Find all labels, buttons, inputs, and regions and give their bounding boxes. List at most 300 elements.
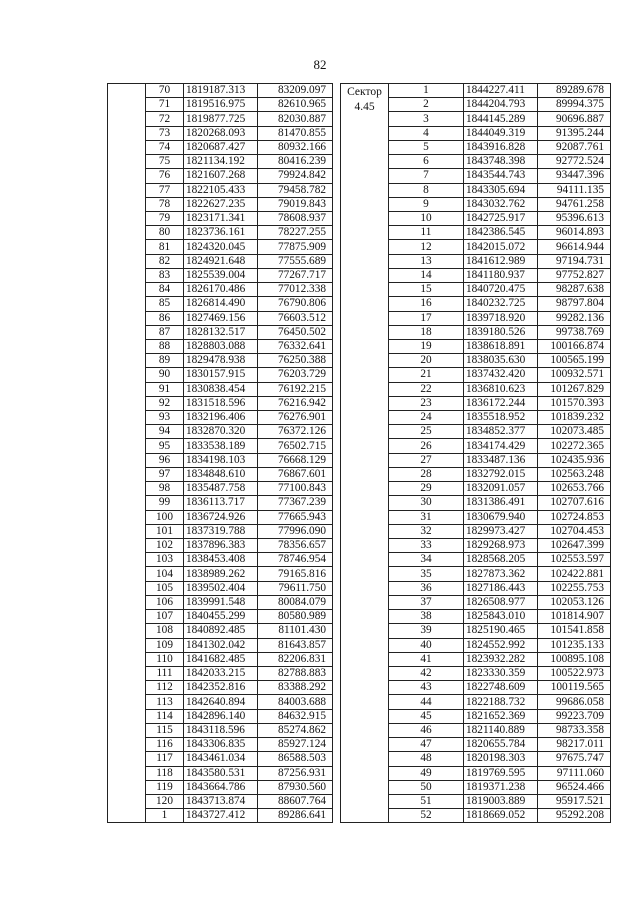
x-coordinate-cell: 1843118.596 [184,723,258,737]
x-coordinate-cell: 1832792.015 [464,467,538,481]
x-coordinate-cell: 1831386.491 [464,496,538,510]
y-coordinate-cell: 77012.338 [258,283,333,297]
point-number-cell: 41 [389,652,464,666]
x-coordinate-cell: 1821652.369 [464,709,538,723]
x-coordinate-cell: 1827469.156 [184,311,258,325]
x-coordinate-cell: 1844049.319 [464,126,538,140]
point-number-cell: 31 [389,510,464,524]
point-number-cell: 34 [389,553,464,567]
y-coordinate-cell: 101839.232 [538,411,611,425]
point-number-cell: 115 [146,723,184,737]
x-coordinate-cell: 1838618.891 [464,339,538,353]
y-coordinate-cell: 88607.764 [258,794,333,808]
y-coordinate-cell: 101267.829 [538,382,611,396]
x-coordinate-cell: 1822105.433 [184,183,258,197]
x-coordinate-cell: 1834174.429 [464,439,538,453]
y-coordinate-cell: 102272.365 [538,439,611,453]
x-coordinate-cell: 1840455.299 [184,610,258,624]
x-coordinate-cell: 1830679.940 [464,510,538,524]
point-number-cell: 9 [389,197,464,211]
y-coordinate-cell: 84003.688 [258,695,333,709]
x-coordinate-cell: 1844204.793 [464,98,538,112]
x-coordinate-cell: 1843032.762 [464,197,538,211]
sector-label: Сектор 4.45 [341,84,389,823]
y-coordinate-cell: 98217.011 [538,738,611,752]
point-number-cell: 1 [389,84,464,98]
y-coordinate-cell: 92772.524 [538,155,611,169]
point-number-cell: 39 [389,624,464,638]
y-coordinate-cell: 82206.831 [258,652,333,666]
x-coordinate-cell: 1837432.420 [464,368,538,382]
point-number-cell: 47 [389,738,464,752]
x-coordinate-cell: 1844227.411 [464,84,538,98]
point-number-cell: 76 [146,169,184,183]
y-coordinate-cell: 78227.255 [258,226,333,240]
x-coordinate-cell: 1822188.732 [464,695,538,709]
table-row [341,84,611,98]
point-number-cell: 95 [146,439,184,453]
y-coordinate-cell: 102724.853 [538,510,611,524]
y-coordinate-cell: 102435.936 [538,453,611,467]
point-number-cell: 117 [146,752,184,766]
y-coordinate-cell: 100895.108 [538,652,611,666]
y-coordinate-cell: 82030.887 [258,112,333,126]
x-coordinate-cell: 1822627.235 [184,197,258,211]
point-number-cell: 49 [389,766,464,780]
y-coordinate-cell: 97111.060 [538,766,611,780]
y-coordinate-cell: 99223.709 [538,709,611,723]
point-number-cell: 88 [146,339,184,353]
y-coordinate-cell: 77267.717 [258,268,333,282]
x-coordinate-cell: 1823932.282 [464,652,538,666]
x-coordinate-cell: 1843916.828 [464,140,538,154]
y-coordinate-cell: 102255.753 [538,581,611,595]
x-coordinate-cell: 1843306.835 [184,738,258,752]
point-number-cell: 7 [389,169,464,183]
point-number-cell: 73 [146,126,184,140]
y-coordinate-cell: 77555.689 [258,254,333,268]
y-coordinate-cell: 100522.973 [538,666,611,680]
y-coordinate-cell: 86588.503 [258,752,333,766]
y-coordinate-cell: 87930.560 [258,780,333,794]
point-number-cell: 89 [146,354,184,368]
x-coordinate-cell: 1825190.465 [464,624,538,638]
y-coordinate-cell: 102704.453 [538,524,611,538]
x-coordinate-cell: 1842896.140 [184,709,258,723]
y-coordinate-cell: 99282.136 [538,311,611,325]
point-number-cell: 120 [146,794,184,808]
point-number-cell: 36 [389,581,464,595]
y-coordinate-cell: 98733.358 [538,723,611,737]
x-coordinate-cell: 1832196.406 [184,411,258,425]
y-coordinate-cell: 76203.729 [258,368,333,382]
point-number-cell: 116 [146,738,184,752]
y-coordinate-cell: 76372.126 [258,425,333,439]
point-number-cell: 70 [146,84,184,98]
x-coordinate-cell: 1826170.486 [184,283,258,297]
y-coordinate-cell: 99686.058 [538,695,611,709]
point-number-cell: 16 [389,297,464,311]
point-number-cell: 97 [146,467,184,481]
y-coordinate-cell: 77367.239 [258,496,333,510]
x-coordinate-cell: 1841180.937 [464,268,538,282]
point-number-cell: 51 [389,794,464,808]
point-number-cell: 11 [389,226,464,240]
x-coordinate-cell: 1821140.889 [464,723,538,737]
point-number-cell: 42 [389,666,464,680]
point-number-cell: 91 [146,382,184,396]
point-number-cell: 2 [389,98,464,112]
point-number-cell: 32 [389,524,464,538]
sector-label [108,84,146,823]
y-coordinate-cell: 79458.782 [258,183,333,197]
x-coordinate-cell: 1839991.548 [184,595,258,609]
y-coordinate-cell: 97675.747 [538,752,611,766]
y-coordinate-cell: 94111.135 [538,183,611,197]
y-coordinate-cell: 101235.133 [538,638,611,652]
x-coordinate-cell: 1828132.517 [184,325,258,339]
point-number-cell: 38 [389,610,464,624]
point-number-cell: 17 [389,311,464,325]
y-coordinate-cell: 76276.901 [258,411,333,425]
x-coordinate-cell: 1832870.320 [184,425,258,439]
point-number-cell: 100 [146,510,184,524]
x-coordinate-cell: 1843664.786 [184,780,258,794]
y-coordinate-cell: 102073.485 [538,425,611,439]
y-coordinate-cell: 83209.097 [258,84,333,98]
point-number-cell: 37 [389,595,464,609]
point-number-cell: 25 [389,425,464,439]
point-number-cell: 85 [146,297,184,311]
x-coordinate-cell: 1822748.609 [464,681,538,695]
y-coordinate-cell: 76250.388 [258,354,333,368]
point-number-cell: 93 [146,411,184,425]
point-number-cell: 20 [389,354,464,368]
y-coordinate-cell: 82788.883 [258,666,333,680]
y-coordinate-cell: 76603.512 [258,311,333,325]
point-number-cell: 79 [146,211,184,225]
point-number-cell: 90 [146,368,184,382]
x-coordinate-cell: 1833487.136 [464,453,538,467]
x-coordinate-cell: 1819769.595 [464,766,538,780]
y-coordinate-cell: 102422.881 [538,567,611,581]
point-number-cell: 86 [146,311,184,325]
x-coordinate-cell: 1842640.894 [184,695,258,709]
x-coordinate-cell: 1826814.490 [184,297,258,311]
y-coordinate-cell: 76192.215 [258,382,333,396]
point-number-cell: 8 [389,183,464,197]
x-coordinate-cell: 1824320.045 [184,240,258,254]
x-coordinate-cell: 1829478.938 [184,354,258,368]
x-coordinate-cell: 1820198.303 [464,752,538,766]
y-coordinate-cell: 89286.641 [258,809,333,823]
x-coordinate-cell: 1842352.816 [184,681,258,695]
x-coordinate-cell: 1836172.244 [464,396,538,410]
y-coordinate-cell: 85927.124 [258,738,333,752]
y-coordinate-cell: 79019.843 [258,197,333,211]
x-coordinate-cell: 1843461.034 [184,752,258,766]
y-coordinate-cell: 90696.887 [538,112,611,126]
point-number-cell: 92 [146,396,184,410]
point-number-cell: 94 [146,425,184,439]
y-coordinate-cell: 84632.915 [258,709,333,723]
x-coordinate-cell: 1825539.004 [184,268,258,282]
x-coordinate-cell: 1843580.531 [184,766,258,780]
y-coordinate-cell: 100119.565 [538,681,611,695]
x-coordinate-cell: 1835518.952 [464,411,538,425]
y-coordinate-cell: 77100.843 [258,482,333,496]
point-number-cell: 71 [146,98,184,112]
point-number-cell: 99 [146,496,184,510]
point-number-cell: 19 [389,339,464,353]
point-number-cell: 28 [389,467,464,481]
y-coordinate-cell: 102053.126 [538,595,611,609]
point-number-cell: 72 [146,112,184,126]
y-coordinate-cell: 76668.129 [258,453,333,467]
point-number-cell: 83 [146,268,184,282]
y-coordinate-cell: 83388.292 [258,681,333,695]
x-coordinate-cell: 1821134.192 [184,155,258,169]
x-coordinate-cell: 1819877.725 [184,112,258,126]
point-number-cell: 48 [389,752,464,766]
y-coordinate-cell: 96614.944 [538,240,611,254]
x-coordinate-cell: 1843713.874 [184,794,258,808]
x-coordinate-cell: 1818669.052 [464,809,538,823]
point-number-cell: 113 [146,695,184,709]
point-number-cell: 43 [389,681,464,695]
point-number-cell: 101 [146,524,184,538]
y-coordinate-cell: 76332.641 [258,339,333,353]
point-number-cell: 114 [146,709,184,723]
x-coordinate-cell: 1843727.412 [184,809,258,823]
x-coordinate-cell: 1820687.427 [184,140,258,154]
y-coordinate-cell: 98797.804 [538,297,611,311]
x-coordinate-cell: 1838989.262 [184,567,258,581]
point-number-cell: 23 [389,396,464,410]
x-coordinate-cell: 1821607.268 [184,169,258,183]
x-coordinate-cell: 1828568.205 [464,553,538,567]
x-coordinate-cell: 1839502.404 [184,581,258,595]
x-coordinate-cell: 1841302.042 [184,638,258,652]
point-number-cell: 102 [146,539,184,553]
x-coordinate-cell: 1836113.717 [184,496,258,510]
x-coordinate-cell: 1819187.313 [184,84,258,98]
x-coordinate-cell: 1837319.788 [184,524,258,538]
y-coordinate-cell: 102653.766 [538,482,611,496]
y-coordinate-cell: 97194.731 [538,254,611,268]
y-coordinate-cell: 96524.466 [538,780,611,794]
y-coordinate-cell: 89994.375 [538,98,611,112]
point-number-cell: 107 [146,610,184,624]
y-coordinate-cell: 79924.842 [258,169,333,183]
x-coordinate-cell: 1838453.408 [184,553,258,567]
x-coordinate-cell: 1834198.103 [184,453,258,467]
y-coordinate-cell: 81101.430 [258,624,333,638]
y-coordinate-cell: 76790.806 [258,297,333,311]
point-number-cell: 6 [389,155,464,169]
y-coordinate-cell: 80084.079 [258,595,333,609]
point-number-cell: 75 [146,155,184,169]
x-coordinate-cell: 1823171.341 [184,211,258,225]
point-number-cell: 4 [389,126,464,140]
x-coordinate-cell: 1827186.443 [464,581,538,595]
y-coordinate-cell: 102647.399 [538,539,611,553]
x-coordinate-cell: 1826508.977 [464,595,538,609]
point-number-cell: 13 [389,254,464,268]
y-coordinate-cell: 77665.943 [258,510,333,524]
x-coordinate-cell: 1823330.359 [464,666,538,680]
x-coordinate-cell: 1820655.784 [464,738,538,752]
point-number-cell: 105 [146,581,184,595]
y-coordinate-cell: 82610.965 [258,98,333,112]
point-number-cell: 80 [146,226,184,240]
y-coordinate-cell: 77996.090 [258,524,333,538]
y-coordinate-cell: 93447.396 [538,169,611,183]
y-coordinate-cell: 80580.989 [258,610,333,624]
point-number-cell: 118 [146,766,184,780]
point-number-cell: 40 [389,638,464,652]
point-number-cell: 112 [146,681,184,695]
y-coordinate-cell: 89289.678 [538,84,611,98]
y-coordinate-cell: 101814.907 [538,610,611,624]
x-coordinate-cell: 1824552.992 [464,638,538,652]
y-coordinate-cell: 98287.638 [538,283,611,297]
y-coordinate-cell: 96014.893 [538,226,611,240]
y-coordinate-cell: 92087.761 [538,140,611,154]
y-coordinate-cell: 97752.827 [538,268,611,282]
x-coordinate-cell: 1840720.475 [464,283,538,297]
coordinates-table-right [340,83,611,823]
y-coordinate-cell: 79165.816 [258,567,333,581]
point-number-cell: 35 [389,567,464,581]
y-coordinate-cell: 80416.239 [258,155,333,169]
point-number-cell: 27 [389,453,464,467]
x-coordinate-cell: 1835487.758 [184,482,258,496]
y-coordinate-cell: 102553.597 [538,553,611,567]
x-coordinate-cell: 1840232.725 [464,297,538,311]
point-number-cell: 33 [389,539,464,553]
x-coordinate-cell: 1841612.989 [464,254,538,268]
x-coordinate-cell: 1832091.057 [464,482,538,496]
point-number-cell: 84 [146,283,184,297]
point-number-cell: 74 [146,140,184,154]
point-number-cell: 108 [146,624,184,638]
y-coordinate-cell: 101570.393 [538,396,611,410]
x-coordinate-cell: 1820268.093 [184,126,258,140]
y-coordinate-cell: 81470.855 [258,126,333,140]
y-coordinate-cell: 79611.750 [258,581,333,595]
x-coordinate-cell: 1839180.526 [464,325,538,339]
point-number-cell: 111 [146,666,184,680]
x-coordinate-cell: 1839718.920 [464,311,538,325]
point-number-cell: 81 [146,240,184,254]
x-coordinate-cell: 1825843.010 [464,610,538,624]
x-coordinate-cell: 1842725.917 [464,211,538,225]
point-number-cell: 12 [389,240,464,254]
point-number-cell: 30 [389,496,464,510]
x-coordinate-cell: 1834852.377 [464,425,538,439]
point-number-cell: 119 [146,780,184,794]
x-coordinate-cell: 1843748.398 [464,155,538,169]
y-coordinate-cell: 94761.258 [538,197,611,211]
y-coordinate-cell: 102563.248 [538,467,611,481]
table-row [108,84,333,98]
y-coordinate-cell: 100932.571 [538,368,611,382]
y-coordinate-cell: 85274.862 [258,723,333,737]
point-number-cell: 18 [389,325,464,339]
point-number-cell: 14 [389,268,464,282]
point-number-cell: 106 [146,595,184,609]
point-number-cell: 46 [389,723,464,737]
y-coordinate-cell: 78356.657 [258,539,333,553]
point-number-cell: 50 [389,780,464,794]
point-number-cell: 96 [146,453,184,467]
point-number-cell: 78 [146,197,184,211]
x-coordinate-cell: 1829268.973 [464,539,538,553]
x-coordinate-cell: 1836810.623 [464,382,538,396]
y-coordinate-cell: 95917.521 [538,794,611,808]
x-coordinate-cell: 1819371.238 [464,780,538,794]
y-coordinate-cell: 80932.166 [258,140,333,154]
point-number-cell: 104 [146,567,184,581]
point-number-cell: 52 [389,809,464,823]
page-number: 82 [313,57,327,72]
point-number-cell: 44 [389,695,464,709]
x-coordinate-cell: 1843544.743 [464,169,538,183]
point-number-cell: 10 [389,211,464,225]
x-coordinate-cell: 1834848.610 [184,467,258,481]
x-coordinate-cell: 1828803.088 [184,339,258,353]
point-number-cell: 77 [146,183,184,197]
point-number-cell: 21 [389,368,464,382]
x-coordinate-cell: 1837896.383 [184,539,258,553]
point-number-cell: 3 [389,112,464,126]
y-coordinate-cell: 76450.502 [258,325,333,339]
x-coordinate-cell: 1843305.694 [464,183,538,197]
x-coordinate-cell: 1830838.454 [184,382,258,396]
x-coordinate-cell: 1827873.362 [464,567,538,581]
point-number-cell: 29 [389,482,464,496]
y-coordinate-cell: 100565.199 [538,354,611,368]
x-coordinate-cell: 1842015.072 [464,240,538,254]
x-coordinate-cell: 1844145.289 [464,112,538,126]
point-number-cell: 24 [389,411,464,425]
x-coordinate-cell: 1819516.975 [184,98,258,112]
y-coordinate-cell: 95396.613 [538,211,611,225]
y-coordinate-cell: 81643.857 [258,638,333,652]
point-number-cell: 109 [146,638,184,652]
x-coordinate-cell: 1829973.427 [464,524,538,538]
y-coordinate-cell: 76216.942 [258,396,333,410]
x-coordinate-cell: 1823736.161 [184,226,258,240]
x-coordinate-cell: 1842033.215 [184,666,258,680]
point-number-cell: 98 [146,482,184,496]
point-number-cell: 15 [389,283,464,297]
x-coordinate-cell: 1819003.889 [464,794,538,808]
point-number-cell: 87 [146,325,184,339]
point-number-cell: 5 [389,140,464,154]
point-number-cell: 110 [146,652,184,666]
x-coordinate-cell: 1842386.545 [464,226,538,240]
y-coordinate-cell: 76502.715 [258,439,333,453]
x-coordinate-cell: 1840892.485 [184,624,258,638]
y-coordinate-cell: 99738.769 [538,325,611,339]
x-coordinate-cell: 1836724.926 [184,510,258,524]
coordinates-table-left [107,83,333,823]
x-coordinate-cell: 1833538.189 [184,439,258,453]
y-coordinate-cell: 95292.208 [538,809,611,823]
y-coordinate-cell: 100166.874 [538,339,611,353]
